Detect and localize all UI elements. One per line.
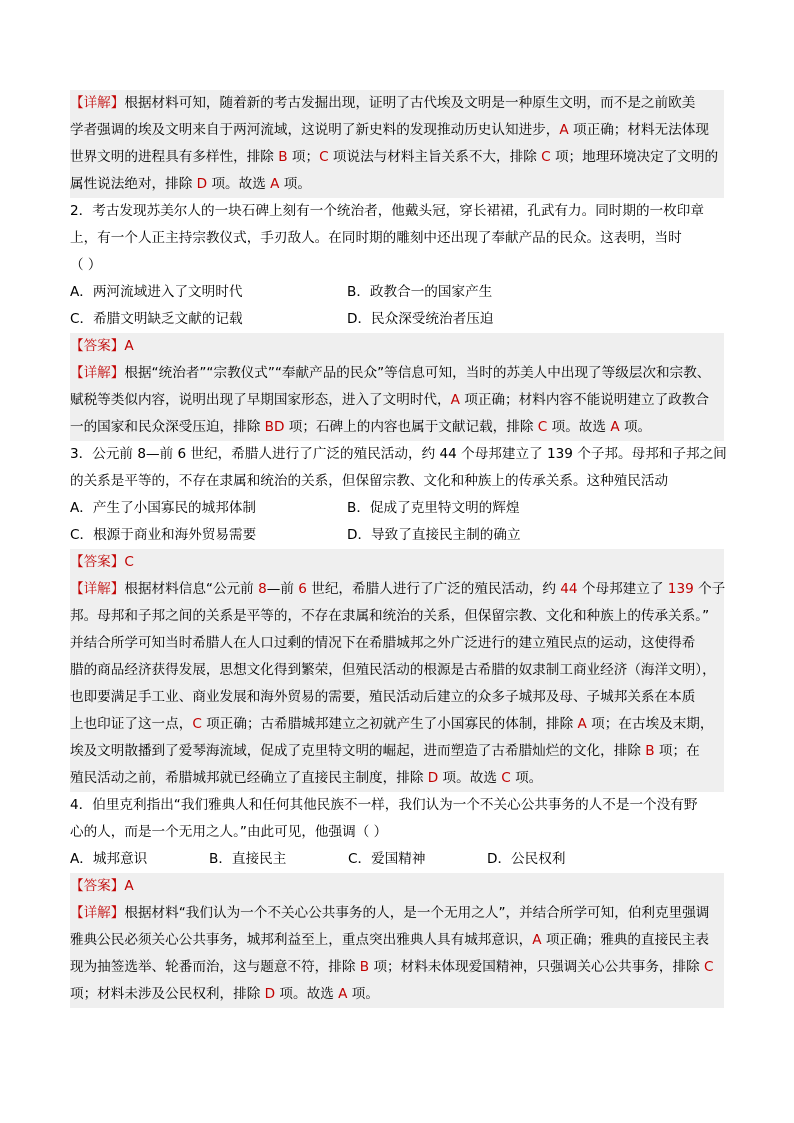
- q3-option-c: C．根源于商业和海外贸易需要: [70, 527, 257, 543]
- q4-stem-line: 4．伯里克利指出“我们雅典人和任何其他民族不一样，我们认为一个不关心公共事务的人不是一个没有野: [70, 797, 698, 813]
- q3-stem-line: 的关系是平等的，不存在隶属和统治的关系，但保留宗教、文化和种族上的传承关系。这种殖民活动: [70, 473, 669, 489]
- q3-detail-line: 殖民活动之前，希腊城邦就已经确立了直接民主制度，排除 D 项。故选 C 项。: [70, 770, 543, 786]
- q1-detail-line: 学者强调的埃及文明来自于两河流域，这说明了新史料的发现推动历史认知进步，A 项正确；材料无法体现: [70, 122, 709, 138]
- q3-answer-block: [70, 549, 724, 792]
- q2-detail-line: 【详解】根据“统治者”“宗教仪式”“奉献产品的民众”等信息可知，当时的苏美人中出现了等级层次和宗教、: [70, 365, 711, 381]
- q3-option-d: D．导致了直接民主制的确立: [347, 527, 521, 543]
- q4-answer: A: [124, 878, 134, 894]
- q2-options-row: [70, 279, 724, 306]
- detail-label: 【详解】: [70, 581, 125, 597]
- q3-options-row: [70, 522, 724, 549]
- q2-option-d: D．民众深受统治者压迫: [347, 311, 494, 327]
- answer-label: 【答案】: [70, 878, 125, 894]
- detail-label: 【详解】: [70, 365, 125, 381]
- q2-option-b: B．政教合一的国家产生: [347, 284, 493, 300]
- q3-detail-line: 埃及文明散播到了爱琴海流域，促成了克里特文明的崛起，进而塑造了古希腊灿烂的文化，排除 B 项；在: [70, 743, 700, 759]
- q2-option-c: C．希腊文明缺乏文献的记载: [70, 311, 243, 327]
- q1-detail-block: [70, 90, 724, 198]
- q1-detail-line: 世界文明的进程具有多样性，排除 B 项；C 项说法与材料主旨关系不大，排除 C 项；地理环境决定了文明的: [70, 149, 719, 165]
- q2-stem-line: 上，有一个人正主持宗教仪式，手刃敌人。在同时期的雕刻中还出现了奉献产品的民众。这表明，当时: [70, 230, 682, 246]
- document-page: [70, 90, 727, 1008]
- q2-answer: A: [124, 338, 134, 354]
- q3-detail-line: 上也印证了这一点，C 项正确；古希腊城邦建立之初就产生了小国寡民的体制，排除 A 项；在古埃及末期，: [70, 716, 714, 732]
- q3-option-b: B．促成了克里特文明的辉煌: [347, 500, 520, 516]
- q3-answer-line: [70, 549, 724, 576]
- answer-label: 【答案】: [70, 338, 125, 354]
- q4-detail-line: 雅典公民必须关心公共事务，城邦利益至上，重点突出雅典人具有城邦意识，A 项正确；雅典的直接民主表: [70, 932, 709, 948]
- q2-options-row: [70, 306, 724, 333]
- q4-answer-block: [70, 873, 724, 1008]
- q1-detail-line: 属性说法绝对，排除 D 项。故选 A 项。: [70, 176, 311, 192]
- q4-answer-line: [70, 873, 724, 900]
- q4-question: [70, 792, 724, 873]
- q4-options-row: [70, 846, 724, 873]
- q2-option-a: A．两河流域进入了文明时代: [70, 284, 243, 300]
- q1-detail-line: 【详解】根据材料可知，随着新的考古发掘出现，证明了古代埃及文明是一种原生文明，而不是之前欧美: [70, 95, 696, 111]
- q3-question: [70, 441, 727, 549]
- q4-option-d: D．公民权利: [487, 851, 566, 867]
- q2-answer-block: [70, 333, 724, 441]
- q3-detail-line: 也即要满足手工业、商业发展和海外贸易的需要，殖民活动后建立的众多子城邦及母、子城邦关系在本质: [70, 689, 696, 705]
- q4-detail-line: 现为抽签选举、轮番而治，这与题意不符，排除 B 项；材料未体现爱国精神，只强调关心公共事务，排除 C: [70, 959, 714, 975]
- q2-stem-line: 2．考古发现苏美尔人的一块石碑上刻有一个统治者，他戴头冠，穿长裙裙，孔武有力。同时期的一枚印章: [70, 203, 704, 219]
- detail-label: 【详解】: [70, 905, 125, 921]
- q4-option-a: A．城邦意识: [70, 851, 148, 867]
- q3-options-row: [70, 495, 724, 522]
- q3-detail-line: 并结合所学可知当时希腊人在人口过剩的情况下在希腊城邦之外广泛进行的建立殖民点的运动，这使得希: [70, 635, 696, 651]
- q2-question: [70, 198, 724, 333]
- q3-answer: C: [124, 554, 134, 570]
- q2-stem-line: （ ）: [70, 257, 102, 273]
- q3-option-a: A．产生了小国寡民的城邦体制: [70, 500, 257, 516]
- q4-detail-line: 项；材料未涉及公民权利，排除 D 项。故选 A 项。: [70, 986, 379, 1002]
- q2-answer-line: [70, 333, 724, 360]
- q2-detail-line: 一的国家和民众深受压迫，排除 BD 项；石碑上的内容也属于文献记载，排除 C 项。故选 A 项。: [70, 419, 652, 435]
- q4-detail-line: 【详解】根据材料“我们认为一个不关心公共事务的人，是一个无用之人”，并结合所学可知，伯利克里强调: [70, 905, 710, 921]
- q4-option-c: C．爱国精神: [348, 851, 426, 867]
- q3-detail-line: 腊的商品经济获得发展，思想文化得到繁荣，但殖民活动的根源是古希腊的奴隶制工商业经济（海洋文明），: [70, 662, 716, 678]
- q4-option-b: B．直接民主: [209, 851, 287, 867]
- q3-detail-line: 邦。母邦和子邦之间的关系是平等的，不存在隶属和统治的关系，但保留宗教、文化和种族上的传承关系。”: [70, 608, 710, 624]
- answer-label: 【答案】: [70, 554, 125, 570]
- q3-stem-line: 3．公元前 8—前 6 世纪，希腊人进行了广泛的殖民活动，约 44 个母邦建立了 139 个子邦。母邦和子邦之间: [70, 446, 727, 462]
- detail-label: 【详解】: [70, 95, 125, 111]
- q2-detail-line: 赋税等类似内容，说明出现了早期国家形态，进入了文明时代，A 项正确；材料内容不能说明建立了政教合: [70, 392, 709, 408]
- q4-stem-line: 心的人，而是一个无用之人。”由此可见，他强调（ ）: [70, 824, 388, 840]
- q3-detail-line: 【详解】根据材料信息“公元前 8—前 6 世纪，希腊人进行了广泛的殖民活动，约 44 个母邦建立了 139 个子: [70, 581, 726, 597]
